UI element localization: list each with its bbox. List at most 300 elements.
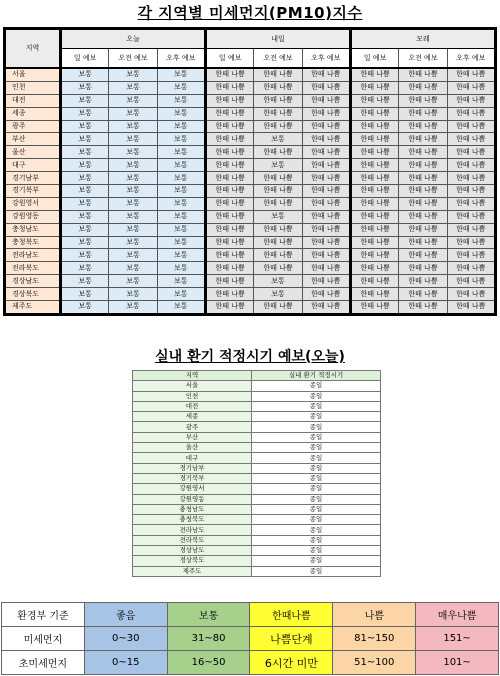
- region-cell: 경기남부: [5, 172, 61, 185]
- vent-time-cell: 종일: [252, 381, 381, 391]
- vent-row: [133, 443, 381, 453]
- forecast-cell: 한때 나쁨: [399, 107, 447, 120]
- forecast-cell: 한때 나쁨: [399, 262, 447, 275]
- table-row: [5, 210, 496, 223]
- forecast-cell: 한때 나쁨: [399, 288, 447, 301]
- forecast-cell: 한때 나쁨: [447, 172, 495, 185]
- table-row: [5, 275, 496, 288]
- legend-bad: 나쁨: [333, 603, 416, 627]
- forecast-cell: 한때 나쁨: [205, 288, 253, 301]
- vent-region-cell: 제주도: [133, 566, 252, 576]
- forecast-cell: 한때 나쁨: [302, 249, 350, 262]
- table-row: [5, 146, 496, 159]
- vent-row: [133, 504, 381, 514]
- main-title: 각 지역별 미세먼지(PM10)지수: [137, 4, 363, 22]
- forecast-cell: 한때 나쁨: [350, 236, 398, 249]
- forecast-cell: 한때 나쁨: [399, 249, 447, 262]
- table-row: [5, 172, 496, 185]
- vent-time-cell: 종일: [252, 504, 381, 514]
- table-row: [5, 249, 496, 262]
- forecast-cell: 한때 나쁨: [205, 81, 253, 94]
- forecast-cell: 한때 나쁨: [205, 210, 253, 223]
- forecast-cell: 한때 나쁨: [205, 146, 253, 159]
- forecast-cell: 한때 나쁨: [302, 288, 350, 301]
- forecast-cell: 한때 나쁨: [205, 301, 253, 315]
- forecast-cell: 한때 나쁨: [205, 249, 253, 262]
- forecast-cell: 보통: [109, 68, 157, 81]
- vent-row: [133, 484, 381, 494]
- subheader: 오후 예보: [302, 49, 350, 69]
- vent-row: [133, 412, 381, 422]
- vent-region-cell: 서울: [133, 381, 252, 391]
- forecast-cell: 한때 나쁨: [447, 120, 495, 133]
- forecast-cell: 보통: [61, 146, 109, 159]
- vent-header-region: 지역: [133, 371, 252, 381]
- forecast-cell: 보통: [157, 81, 205, 94]
- region-cell: 전라북도: [5, 262, 61, 275]
- forecast-cell: 보통: [61, 301, 109, 315]
- vent-row: [133, 381, 381, 391]
- table-row: [5, 301, 496, 315]
- forecast-cell: 한때 나쁨: [254, 185, 302, 198]
- vent-time-cell: 종일: [252, 432, 381, 442]
- legend-pm25-label: 초미세먼지: [2, 651, 85, 675]
- region-cell: 광주: [5, 120, 61, 133]
- table-row: [5, 120, 496, 133]
- table-row: [5, 107, 496, 120]
- vent-time-cell: 종일: [252, 443, 381, 453]
- vent-row: [133, 432, 381, 442]
- forecast-cell: 한때 나쁨: [302, 172, 350, 185]
- vent-row: [133, 535, 381, 545]
- forecast-cell: 보통: [109, 159, 157, 172]
- forecast-cell: 보통: [254, 159, 302, 172]
- forecast-cell: 한때 나쁨: [254, 197, 302, 210]
- vent-region-cell: 인천: [133, 391, 252, 401]
- vent-region-cell: 부산: [133, 432, 252, 442]
- legend-standard-label: 환경부 기준: [2, 603, 85, 627]
- forecast-cell: 한때 나쁨: [302, 275, 350, 288]
- forecast-cell: 한때 나쁨: [302, 146, 350, 159]
- group-tomorrow: 내일: [205, 29, 350, 49]
- forecast-cell: 한때 나쁨: [205, 197, 253, 210]
- forecast-cell: 보통: [157, 120, 205, 133]
- forecast-cell: 한때 나쁨: [399, 210, 447, 223]
- forecast-cell: 한때 나쁨: [447, 223, 495, 236]
- forecast-cell: 보통: [109, 185, 157, 198]
- legend-pm25-very-bad: 101~: [416, 651, 499, 675]
- forecast-cell: 한때 나쁨: [399, 275, 447, 288]
- table-row: [5, 223, 496, 236]
- forecast-cell: 한때 나쁨: [447, 133, 495, 146]
- forecast-cell: 보통: [61, 120, 109, 133]
- forecast-cell: 한때 나쁨: [350, 197, 398, 210]
- forecast-cell: 보통: [109, 249, 157, 262]
- forecast-cell: 보통: [254, 288, 302, 301]
- region-cell: 서울: [5, 68, 61, 81]
- table-row: [5, 185, 496, 198]
- subheader: 오전 예보: [109, 49, 157, 69]
- forecast-cell: 보통: [61, 223, 109, 236]
- legend-pm10-bad: 81~150: [333, 627, 416, 651]
- forecast-cell: 한때 나쁨: [254, 146, 302, 159]
- forecast-cell: 한때 나쁨: [205, 107, 253, 120]
- table-row: [5, 236, 496, 249]
- legend-partial-bad-line1: 나쁨단계: [250, 627, 333, 651]
- forecast-cell: 보통: [61, 197, 109, 210]
- forecast-cell: 한때 나쁨: [447, 288, 495, 301]
- vent-row: [133, 453, 381, 463]
- forecast-cell: 한때 나쁨: [302, 133, 350, 146]
- forecast-cell: 한때 나쁨: [350, 133, 398, 146]
- forecast-cell: 한때 나쁨: [302, 301, 350, 315]
- forecast-cell: 한때 나쁨: [399, 236, 447, 249]
- forecast-cell: 보통: [109, 81, 157, 94]
- table-row: [5, 288, 496, 301]
- vent-row: [133, 391, 381, 401]
- forecast-cell: 보통: [157, 197, 205, 210]
- forecast-cell: 보통: [61, 172, 109, 185]
- vent-region-cell: 전라남도: [133, 525, 252, 535]
- forecast-cell: 한때 나쁨: [399, 68, 447, 81]
- subheader: 일 예보: [205, 49, 253, 69]
- vent-title: 실내 환기 적정시기 예보(오늘): [155, 349, 345, 365]
- forecast-cell: 보통: [61, 210, 109, 223]
- forecast-cell: 한때 나쁨: [399, 146, 447, 159]
- region-cell: 경상남도: [5, 275, 61, 288]
- forecast-cell: 한때 나쁨: [447, 236, 495, 249]
- forecast-cell: 한때 나쁨: [399, 301, 447, 315]
- forecast-cell: 한때 나쁨: [447, 210, 495, 223]
- forecast-cell: 한때 나쁨: [350, 262, 398, 275]
- forecast-cell: 보통: [157, 146, 205, 159]
- vent-row: [133, 525, 381, 535]
- forecast-cell: 보통: [109, 107, 157, 120]
- forecast-cell: 한때 나쁨: [302, 236, 350, 249]
- forecast-cell: 한때 나쁨: [399, 120, 447, 133]
- forecast-cell: 보통: [109, 146, 157, 159]
- vent-time-cell: 종일: [252, 556, 381, 566]
- subheader: 오후 예보: [157, 49, 205, 69]
- vent-region-cell: 강원영동: [133, 494, 252, 504]
- forecast-cell: 한때 나쁨: [399, 185, 447, 198]
- forecast-cell: 한때 나쁨: [350, 94, 398, 107]
- forecast-cell: 보통: [157, 94, 205, 107]
- vent-region-cell: 충청남도: [133, 504, 252, 514]
- forecast-cell: 한때 나쁨: [205, 275, 253, 288]
- forecast-cell: 한때 나쁨: [447, 185, 495, 198]
- forecast-cell: 한때 나쁨: [447, 249, 495, 262]
- legend-good: 좋음: [84, 603, 167, 627]
- region-cell: 울산: [5, 146, 61, 159]
- vent-time-cell: 종일: [252, 412, 381, 422]
- region-cell: 인천: [5, 81, 61, 94]
- region-cell: 경상북도: [5, 288, 61, 301]
- forecast-cell: 한때 나쁨: [302, 223, 350, 236]
- forecast-cell: 보통: [157, 249, 205, 262]
- vent-time-cell: 종일: [252, 391, 381, 401]
- vent-region-cell: 광주: [133, 422, 252, 432]
- region-cell: 부산: [5, 133, 61, 146]
- table-row: [5, 81, 496, 94]
- vent-region-cell: 대전: [133, 401, 252, 411]
- forecast-cell: 한때 나쁨: [254, 262, 302, 275]
- legend-pm10-label: 미세먼지: [2, 627, 85, 651]
- vent-region-cell: 충청북도: [133, 515, 252, 525]
- forecast-cell: 한때 나쁨: [205, 262, 253, 275]
- forecast-cell: 한때 나쁨: [399, 81, 447, 94]
- vent-region-cell: 세종: [133, 412, 252, 422]
- forecast-cell: 보통: [157, 236, 205, 249]
- forecast-cell: 보통: [157, 210, 205, 223]
- legend-very-bad: 매우나쁨: [416, 603, 499, 627]
- vent-time-cell: 종일: [252, 422, 381, 432]
- forecast-cell: 보통: [254, 210, 302, 223]
- vent-time-cell: 종일: [252, 484, 381, 494]
- forecast-cell: 보통: [61, 133, 109, 146]
- forecast-cell: 한때 나쁨: [205, 120, 253, 133]
- forecast-cell: 한때 나쁨: [350, 81, 398, 94]
- forecast-cell: 보통: [109, 288, 157, 301]
- vent-row: [133, 422, 381, 432]
- forecast-cell: 한때 나쁨: [254, 236, 302, 249]
- forecast-cell: 한때 나쁨: [447, 81, 495, 94]
- forecast-cell: 한때 나쁨: [399, 172, 447, 185]
- forecast-cell: 한때 나쁨: [205, 94, 253, 107]
- legend-pm10-normal: 31~80: [167, 627, 250, 651]
- forecast-cell: 보통: [109, 275, 157, 288]
- forecast-cell: 한때 나쁨: [350, 107, 398, 120]
- forecast-cell: 한때 나쁨: [350, 301, 398, 315]
- table-row: [5, 197, 496, 210]
- forecast-cell: 한때 나쁨: [399, 223, 447, 236]
- forecast-cell: 보통: [157, 159, 205, 172]
- group-day-after: 모레: [350, 29, 495, 49]
- forecast-cell: 한때 나쁨: [254, 301, 302, 315]
- vent-header-time: 실내 환기 적정시기: [252, 371, 381, 381]
- vent-time-cell: 종일: [252, 473, 381, 483]
- forecast-cell: 한때 나쁨: [399, 133, 447, 146]
- forecast-cell: 한때 나쁨: [350, 146, 398, 159]
- pm10-forecast-table: [3, 27, 497, 316]
- forecast-cell: 한때 나쁨: [447, 68, 495, 81]
- region-cell: 충청남도: [5, 223, 61, 236]
- forecast-cell: 한때 나쁨: [302, 159, 350, 172]
- forecast-cell: 한때 나쁨: [205, 185, 253, 198]
- vent-row: [133, 473, 381, 483]
- region-cell: 충청북도: [5, 236, 61, 249]
- forecast-cell: 한때 나쁨: [399, 197, 447, 210]
- subheader: 오후 예보: [447, 49, 495, 69]
- forecast-cell: 한때 나쁨: [205, 172, 253, 185]
- vent-region-cell: 경상북도: [133, 556, 252, 566]
- forecast-cell: 한때 나쁨: [205, 236, 253, 249]
- vent-row: [133, 463, 381, 473]
- vent-row: [133, 515, 381, 525]
- forecast-cell: 한때 나쁨: [302, 197, 350, 210]
- vent-time-cell: 종일: [252, 566, 381, 576]
- forecast-cell: 보통: [109, 210, 157, 223]
- legend-partial-bad-line2: 6시간 미만: [250, 651, 333, 675]
- table-row: [5, 68, 496, 81]
- forecast-cell: 한때 나쁨: [254, 107, 302, 120]
- forecast-cell: 보통: [109, 236, 157, 249]
- vent-time-cell: 종일: [252, 453, 381, 463]
- forecast-cell: 보통: [157, 262, 205, 275]
- forecast-cell: 보통: [157, 107, 205, 120]
- vent-row: [133, 566, 381, 576]
- vent-region-cell: 울산: [133, 443, 252, 453]
- forecast-cell: 한때 나쁨: [350, 210, 398, 223]
- forecast-cell: 보통: [157, 301, 205, 315]
- table-row: [5, 159, 496, 172]
- forecast-cell: 한때 나쁨: [447, 159, 495, 172]
- forecast-cell: 보통: [157, 68, 205, 81]
- forecast-cell: 보통: [61, 81, 109, 94]
- forecast-cell: 한때 나쁨: [447, 301, 495, 315]
- forecast-cell: 보통: [109, 197, 157, 210]
- forecast-cell: 한때 나쁨: [302, 120, 350, 133]
- forecast-cell: 보통: [157, 185, 205, 198]
- ventilation-table: [132, 370, 381, 577]
- forecast-cell: 한때 나쁨: [350, 159, 398, 172]
- vent-time-cell: 종일: [252, 494, 381, 504]
- region-cell: 세종: [5, 107, 61, 120]
- forecast-cell: 한때 나쁨: [302, 262, 350, 275]
- vent-time-cell: 종일: [252, 463, 381, 473]
- forecast-cell: 보통: [61, 275, 109, 288]
- vent-time-cell: 종일: [252, 535, 381, 545]
- forecast-cell: 한때 나쁨: [254, 68, 302, 81]
- region-cell: 전라남도: [5, 249, 61, 262]
- forecast-cell: 보통: [109, 301, 157, 315]
- forecast-cell: 보통: [109, 133, 157, 146]
- legend-pm25-bad: 51~100: [333, 651, 416, 675]
- forecast-cell: 보통: [61, 288, 109, 301]
- forecast-cell: 보통: [157, 133, 205, 146]
- forecast-cell: 보통: [157, 275, 205, 288]
- region-cell: 경기북부: [5, 185, 61, 198]
- forecast-cell: 보통: [61, 107, 109, 120]
- subheader: 일 예보: [61, 49, 109, 69]
- forecast-cell: 보통: [157, 288, 205, 301]
- table-row: [5, 94, 496, 107]
- forecast-cell: 한때 나쁨: [302, 107, 350, 120]
- forecast-cell: 한때 나쁨: [302, 94, 350, 107]
- forecast-cell: 한때 나쁨: [399, 159, 447, 172]
- forecast-cell: 한때 나쁨: [447, 197, 495, 210]
- standard-legend-table: [1, 602, 499, 675]
- forecast-cell: 한때 나쁨: [350, 185, 398, 198]
- legend-normal: 보통: [167, 603, 250, 627]
- forecast-cell: 한때 나쁨: [254, 94, 302, 107]
- forecast-cell: 한때 나쁨: [447, 146, 495, 159]
- forecast-cell: 보통: [109, 223, 157, 236]
- region-cell: 제주도: [5, 301, 61, 315]
- forecast-cell: 보통: [61, 159, 109, 172]
- subheader: 일 예보: [350, 49, 398, 69]
- forecast-cell: 보통: [157, 172, 205, 185]
- forecast-cell: 보통: [157, 223, 205, 236]
- vent-region-cell: 전라북도: [133, 535, 252, 545]
- region-cell: 강원영동: [5, 210, 61, 223]
- table-row: [5, 262, 496, 275]
- forecast-cell: 한때 나쁨: [302, 210, 350, 223]
- forecast-cell: 한때 나쁨: [350, 288, 398, 301]
- forecast-cell: 한때 나쁨: [302, 185, 350, 198]
- forecast-cell: 한때 나쁨: [350, 120, 398, 133]
- region-cell: 강원영서: [5, 197, 61, 210]
- forecast-cell: 한때 나쁨: [302, 68, 350, 81]
- forecast-cell: 한때 나쁨: [254, 249, 302, 262]
- vent-row: [133, 556, 381, 566]
- vent-row: [133, 546, 381, 556]
- forecast-cell: 한때 나쁨: [350, 68, 398, 81]
- forecast-cell: 한때 나쁨: [205, 159, 253, 172]
- forecast-cell: 보통: [61, 249, 109, 262]
- region-cell: 대전: [5, 94, 61, 107]
- forecast-cell: 보통: [61, 94, 109, 107]
- vent-time-cell: 종일: [252, 546, 381, 556]
- forecast-cell: 한때 나쁨: [254, 172, 302, 185]
- vent-region-cell: 강원영서: [133, 484, 252, 494]
- forecast-cell: 한때 나쁨: [254, 120, 302, 133]
- vent-row: [133, 494, 381, 504]
- forecast-cell: 보통: [109, 262, 157, 275]
- forecast-cell: 한때 나쁨: [447, 94, 495, 107]
- group-today: 오늘: [61, 29, 206, 49]
- forecast-cell: 한때 나쁨: [447, 107, 495, 120]
- vent-time-cell: 종일: [252, 525, 381, 535]
- forecast-cell: 보통: [254, 275, 302, 288]
- legend-pm25-normal: 16~50: [167, 651, 250, 675]
- subheader: 오전 예보: [399, 49, 447, 69]
- forecast-cell: 한때 나쁨: [205, 223, 253, 236]
- region-cell: 대구: [5, 159, 61, 172]
- forecast-cell: 한때 나쁨: [350, 223, 398, 236]
- vent-time-cell: 종일: [252, 401, 381, 411]
- forecast-cell: 보통: [61, 236, 109, 249]
- forecast-cell: 보통: [61, 68, 109, 81]
- vent-row: [133, 401, 381, 411]
- legend-pm10-very-bad: 151~: [416, 627, 499, 651]
- legend-partial-bad: 한때나쁨: [250, 603, 333, 627]
- region-header: 지역: [5, 29, 61, 69]
- forecast-cell: 한때 나쁨: [350, 249, 398, 262]
- forecast-cell: 한때 나쁨: [399, 94, 447, 107]
- forecast-cell: 한때 나쁨: [447, 275, 495, 288]
- vent-region-cell: 경기북부: [133, 473, 252, 483]
- vent-time-cell: 종일: [252, 515, 381, 525]
- forecast-cell: 보통: [61, 262, 109, 275]
- vent-region-cell: 대구: [133, 453, 252, 463]
- vent-region-cell: 경상남도: [133, 546, 252, 556]
- forecast-cell: 한때 나쁨: [205, 68, 253, 81]
- forecast-cell: 한때 나쁨: [447, 262, 495, 275]
- forecast-cell: 한때 나쁨: [205, 133, 253, 146]
- forecast-cell: 보통: [61, 185, 109, 198]
- forecast-cell: 한때 나쁨: [350, 172, 398, 185]
- table-row: [5, 133, 496, 146]
- forecast-cell: 한때 나쁨: [254, 223, 302, 236]
- vent-region-cell: 경기남부: [133, 463, 252, 473]
- subheader: 오전 예보: [254, 49, 302, 69]
- forecast-cell: 보통: [254, 133, 302, 146]
- legend-pm25-good: 0~15: [84, 651, 167, 675]
- forecast-cell: 한때 나쁨: [350, 275, 398, 288]
- forecast-cell: 한때 나쁨: [254, 81, 302, 94]
- forecast-cell: 보통: [109, 120, 157, 133]
